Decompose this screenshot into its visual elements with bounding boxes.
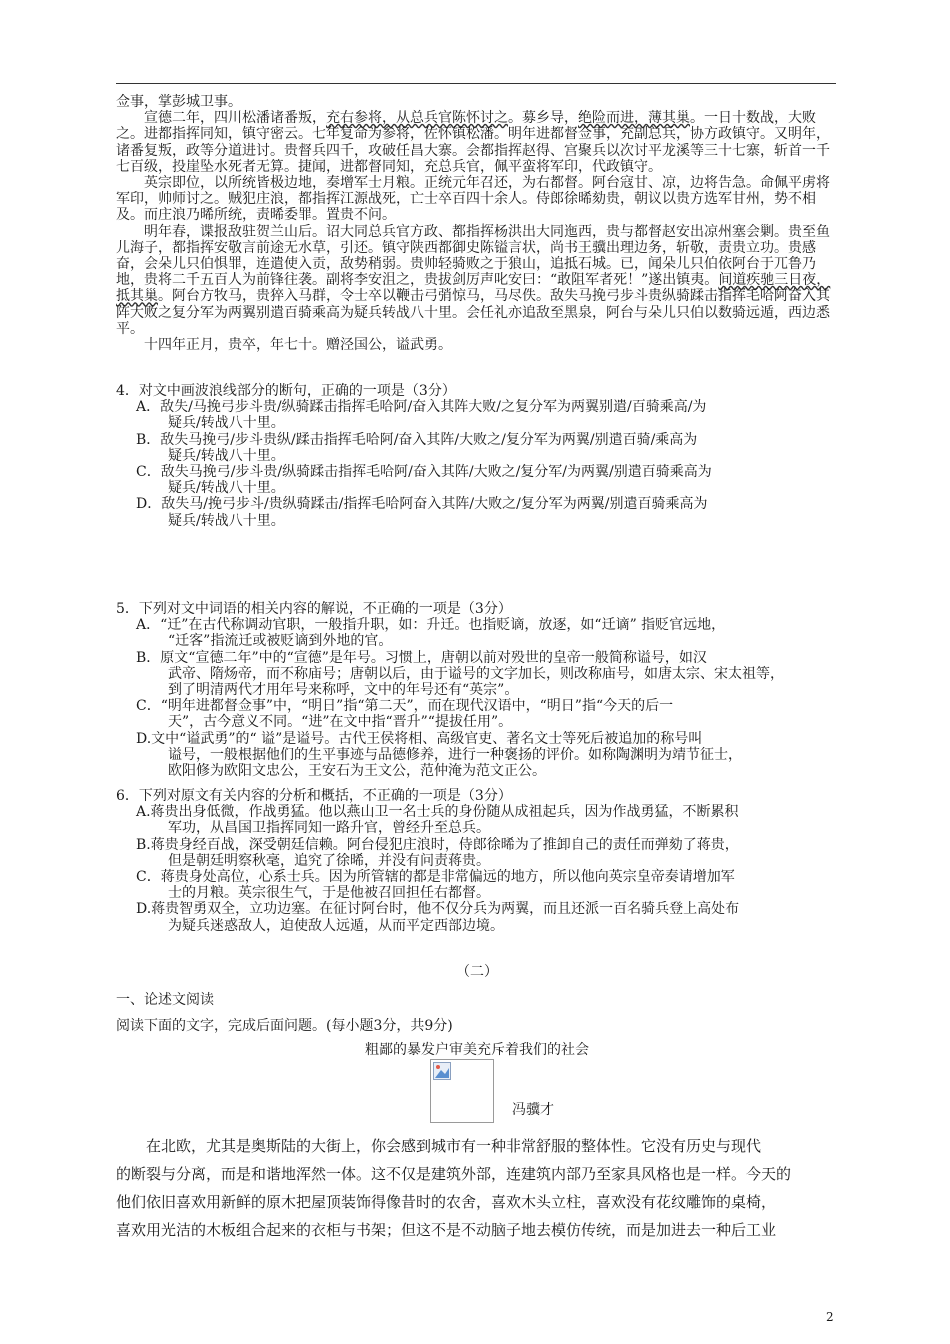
option-b	[136, 432, 838, 464]
option-text: 疑兵/转战八十里。	[168, 480, 285, 497]
passage-para-3	[116, 224, 838, 337]
option-text: 疑兵/转战八十里。	[168, 447, 285, 464]
option-text: 欧阳修为欧阳文忠公，王安石为王文公，范仲淹为范文正公。	[168, 763, 546, 780]
text-run: 明年春，谍报敌驻贺兰山后。诏大同总兵官方政、都指挥杨洪出大同迤西，贵与都督赵安出凉州塞会剿。贵至鱼儿海子，都指挥安敬言前途无水草，引还。镇守陕西都御史陈镒言状，尚书王骥出理边务，斩敬，责贵立功。贵感奋，会朵儿只伯惧罪，连遣使入贡，敌势稍弱。贵帅轻骑败之于狼山，追抵石城。已，闻朵儿只伯依阿台于兀鲁乃地，贵将二千五百人为前锋往袭。副将李安沮之，贵拔剑厉声叱安曰：“敢阻军者死！”遂出镇夷。	[116, 223, 830, 289]
option-text: A.蒋贵出身低微，作战勇猛。他以燕山卫一名士兵的身份随从成祖起兵，因为作战勇猛，不断累积	[136, 804, 739, 821]
text-run: 。阿台方牧马，贵猝入马群，令士卒以鞭击弓弰惊马，马尽佚。敌失马挽弓步斗贵纵骑蹂击指挥毛哈阿奋入其阵大败之复分军为两翼别遣百骑乘高为疑兵转战八十里。会任礼亦追敌至黑泉，阿台与朵儿只伯以数骑远遁，西边悉平。	[116, 288, 830, 337]
option-c	[136, 464, 838, 496]
broken-image-icon	[433, 1062, 451, 1080]
wavy-underline-text: 绝险而进，薄其巢	[578, 110, 690, 127]
option-text: 到了明清两代才用年号来称呼，文中的年号还有“英宗”。	[168, 682, 519, 699]
article-author: 冯骥才	[512, 1102, 554, 1118]
passage-para-4: 十四年正月，贵卒，年七十。赠泾国公，谥武勇。	[144, 337, 452, 354]
question-stem: 5．下列对文中词语的相关内容的解说，不正确的一项是（3分）	[116, 601, 512, 617]
article-title: 粗鄙的暴发户审美充斥着我们的社会	[365, 1042, 589, 1058]
option-text: 武帝、隋炀帝，而不称庙号；唐朝以后，由于谥号的文字加长，则改称庙号，如唐太宗、宋太祖等，	[168, 665, 784, 682]
option-text: A．敌失/马挽弓步斗贵/纵骑蹂击指挥毛哈阿/奋入其阵大败/之复分军为两翼别遣/百骑乘高/为	[136, 399, 707, 416]
option-d	[136, 901, 838, 933]
option-text: “迁客”指流迁或被贬谪到外地的官。	[168, 633, 393, 650]
wavy-underline-text: 充右参将，从总兵官陈怀讨之	[326, 110, 508, 127]
passage-line-0: 佥事，掌彭城卫事。	[116, 94, 242, 110]
option-b	[136, 650, 838, 699]
question-5	[116, 601, 838, 779]
option-d	[136, 496, 838, 528]
text-run: 。一日十数战，大败之。进都指挥同知，镇守密云。七年复命为参将，佐怀镇松潘。明年进都督佥事，充副总兵，协方政镇守。又明年，诸番复叛，政等分道进讨。贵督兵四千，攻破任昌大寨。会都指挥赵得、宫聚兵以次讨平龙溪等三十七寨，斩首一千七百级，投崖坠水死者无算。捷闻，进都督同知，充总兵官，佩平蛮将军印，代政镇守。	[116, 110, 830, 175]
option-text: 疑兵/转战八十里。	[168, 512, 285, 529]
option-text: D.文中“谥武勇”的“ 谥”是谥号。古代王侯将相、高级官吏、著名文士等死后被追加的称号叫	[136, 730, 703, 747]
option-text: 疑兵/转战八十里。	[168, 415, 285, 432]
option-text: 为疑兵迷惑敌人，迫使敌人远遁，从而平定西部边境。	[168, 917, 504, 934]
passage-para-1	[116, 110, 838, 175]
section-heading: 一、论述文阅读	[116, 992, 214, 1008]
passage-para-2: 英宗即位，以所统皆极边地，奏增军士月粮。正统元年召还，为右都督。阿台寇甘、凉，边将告急。命佩平虏将军印，帅师讨之。贼犯庄浪，都指挥江源战死，亡士卒百四十余人。侍郎徐晞劾贵，朝议以贵方选军甘州，势不相及。而庄浪乃晞所统，责晞委罪。置贵不问。	[116, 175, 830, 224]
option-text: 士的月粮。英宗很生气，于是他被召回担任右都督。	[168, 885, 490, 902]
option-a	[136, 399, 838, 431]
option-text: B．原文“宣德二年”中的“宣德”是年号。习惯上，唐朝以前对殁世的皇帝一般简称谥号，如汉	[136, 649, 707, 666]
option-text: 军功，从昌国卫指挥同知一路升官，曾经升至总兵。	[168, 820, 490, 837]
option-text: C．蒋贵身处高位，心系士兵。因为所管辖的都是非常偏远的地方，所以他向英宗皇帝奏请增加军	[136, 869, 735, 886]
option-text: 但是朝廷明察秋毫，追究了徐晞，并没有问责蒋贵。	[168, 852, 490, 869]
option-text: 天”，古今意义不同。“进”在文中指“晋升”“提拔任用”。	[168, 714, 513, 731]
option-d	[136, 731, 838, 780]
question-stem: 6．下列对原文有关内容的分析和概括，不正确的一项是（3分）	[116, 788, 512, 804]
option-c	[136, 869, 838, 901]
section-label: （二）	[456, 964, 498, 980]
header-rule	[116, 83, 836, 84]
article-body	[116, 1132, 842, 1244]
wavy-underline-text: 间道疾驰三日夜，抵其巢	[116, 272, 831, 305]
option-text: B．敌失马挽弓/步斗贵纵/蹂击指挥毛哈阿/奋入其阵/大败之/复分军为两翼/别遣百骑/乘高为	[136, 431, 698, 448]
question-stem: 4．对文中画波浪线部分的断句，正确的一项是（3分）	[116, 383, 456, 399]
classical-passage	[116, 94, 838, 353]
option-c	[136, 698, 838, 730]
option-text: B.蒋贵身经百战，深受朝廷信赖。阿台侵犯庄浪时，侍郎徐晞为了推卸自己的责任而弹劾了蒋贵，	[136, 836, 739, 853]
section-instruction: 阅读下面的文字，完成后面问题。(每小题3分，共9分)	[116, 1018, 453, 1034]
option-text: D.蒋贵智勇双全，立功边塞。在征讨阿台时，他不仅分兵为两翼，而且还派一百名骑兵登上高处布	[136, 901, 740, 918]
option-text: A．“迁”在古代称调动官职，一般指升职，如：升迁。也指贬谪，放逐，如“迁谪” 指贬官远地，	[136, 617, 726, 634]
article-line: 的断裂与分离，而是和谐地浑然一体。这不仅是建筑外部，连建筑内部乃至家具风格也是一样。今天的	[116, 1165, 792, 1183]
option-text: 谥号，一般根据他们的生平事迹与品德修养，进行一种褒扬的评价。如称陶渊明为靖节征士，	[168, 746, 742, 763]
article-line: 在北欧，尤其是奥斯陆的大街上，你会感到城市有一种非常舒服的整体性。它没有历史与现代	[146, 1137, 762, 1155]
option-a	[136, 804, 838, 836]
option-text: C．“明年进都督佥事”中，“明日”指“第二天”，而在现代汉语中，“明日”指“今天的后一	[136, 698, 674, 715]
text-run: 宣德二年，四川松潘诸番叛，	[144, 110, 326, 127]
option-text: C．敌失马挽弓/步斗贵/纵骑蹂击指挥毛哈阿/奋入其阵/大败之/复分军/为两翼/别遣百骑乘高为	[136, 464, 712, 481]
article-line: 他们依旧喜欢用新鲜的原木把屋顶装饰得像昔时的农舍，喜欢木头立柱，喜欢没有花纹雕饰的桌椅，	[116, 1193, 777, 1211]
question-6	[116, 788, 838, 934]
article-line: 喜欢用光洁的木板组合起来的衣柜与书架；但这不是不动脑子地去模仿传统，而是加进去一种后工业	[116, 1221, 777, 1239]
option-a	[136, 617, 838, 649]
text-run: 。募乡导，	[508, 110, 578, 127]
broken-image-placeholder	[430, 1059, 494, 1123]
option-b	[136, 837, 838, 869]
page-number: 2	[826, 1310, 834, 1324]
question-4	[116, 383, 838, 529]
option-text: D．敌失马/挽弓步斗/贵纵骑蹂击/指挥毛哈阿奋入其阵/大败之/复分军为两翼/别遣百骑乘高为	[136, 496, 708, 513]
